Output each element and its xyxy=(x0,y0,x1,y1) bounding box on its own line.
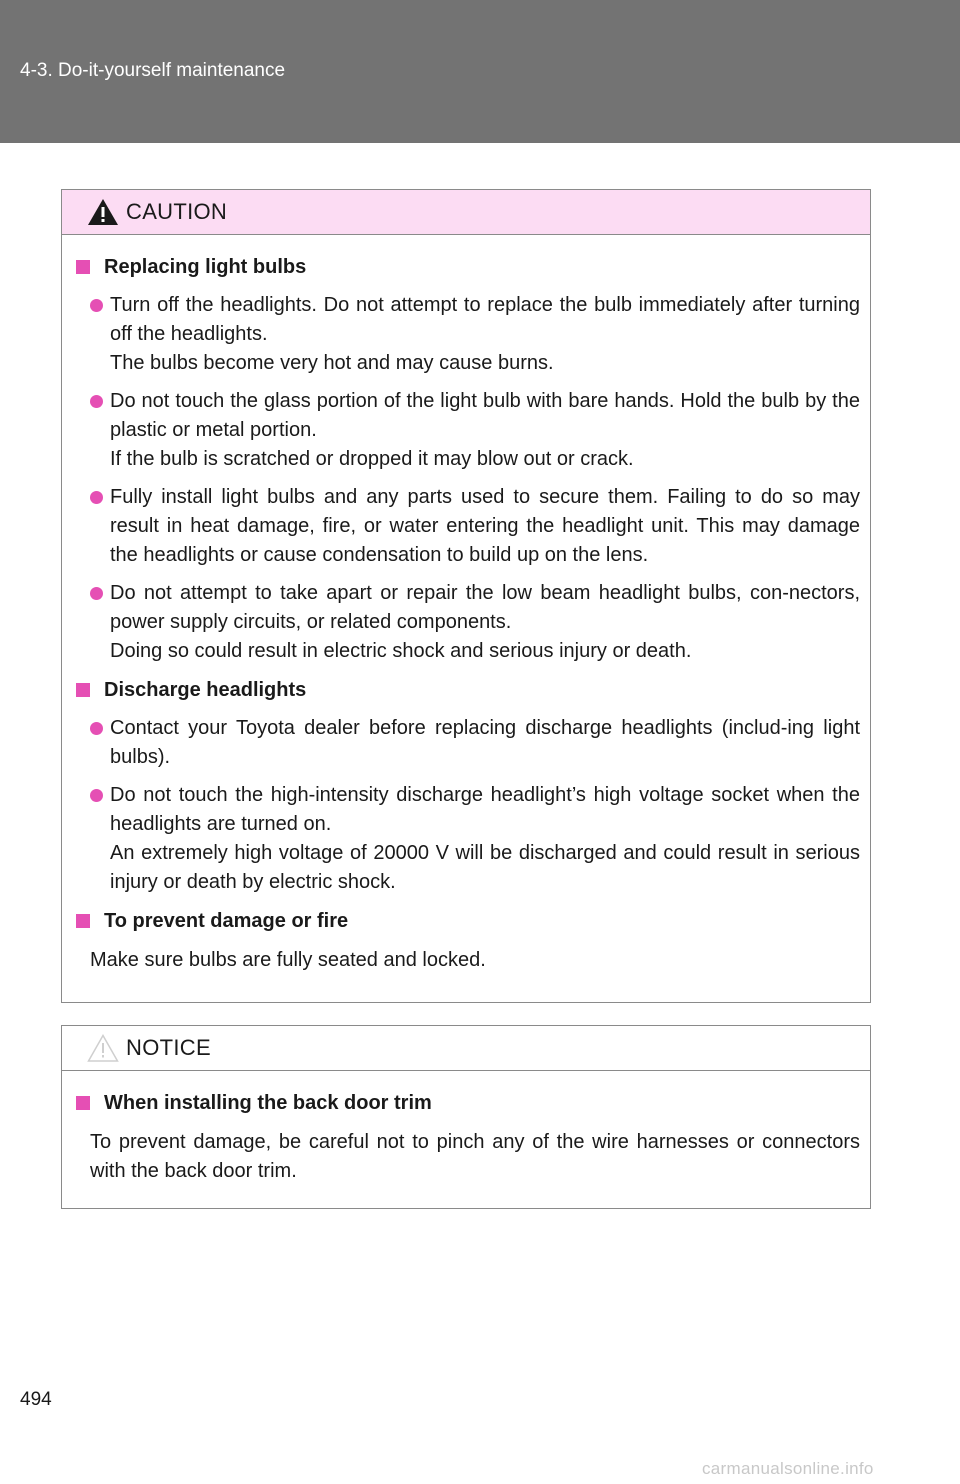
watermark: carmanualsonline.info xyxy=(702,1459,874,1478)
section-heading: Replacing light bulbs xyxy=(76,253,860,282)
caution-section xyxy=(76,253,860,666)
caution-box xyxy=(61,189,871,1003)
section-title: 4-3. Do-it-yourself maintenance xyxy=(20,60,286,81)
list-item: Contact your Toyota dealer before replacing discharge headlights (includ-ing light bulbs). xyxy=(76,714,860,772)
warning-icon xyxy=(87,198,119,226)
square-bullet-icon xyxy=(76,914,90,928)
list-item: Fully install light bulbs and any parts used to secure them. Failing to do so may result in heat damage, fire, or water entering the headlight unit. This may damage the headlights or cause condensation to build up on the lens. xyxy=(76,483,860,570)
circle-bullet-icon xyxy=(90,395,103,408)
section-heading: Discharge headlights xyxy=(76,676,860,705)
warning-outline-icon xyxy=(87,1034,119,1062)
circle-bullet-icon xyxy=(90,299,103,312)
caution-section xyxy=(76,907,860,975)
list-item: Do not attempt to take apart or repair the low beam headlight bulbs, con-nectors, power supply circuits, or related components. Doing so could result in electric shock and serious injury or death. xyxy=(76,579,860,666)
circle-bullet-icon xyxy=(90,587,103,600)
caution-header xyxy=(62,190,870,235)
circle-bullet-icon xyxy=(90,789,103,802)
circle-bullet-icon xyxy=(90,491,103,504)
page-header xyxy=(0,0,960,143)
square-bullet-icon xyxy=(76,260,90,274)
page-number: 494 xyxy=(20,1389,52,1410)
notice-box xyxy=(61,1025,871,1209)
notice-title: NOTICE xyxy=(126,1035,211,1060)
section-heading: When installing the back door trim xyxy=(76,1089,860,1118)
notice-body xyxy=(62,1071,870,1186)
notice-header xyxy=(62,1026,870,1071)
section-text: To prevent damage, be careful not to pinch any of the wire harnesses or connectors with the back door trim. xyxy=(90,1131,860,1182)
list-item: Do not touch the glass portion of the light bulb with bare hands. Hold the bulb by the plastic or metal portion. If the bulb is scratched or dropped it may blow out or crack. xyxy=(76,387,860,474)
list-item: Turn off the headlights. Do not attempt to replace the bulb immediately after turning off the headlights. The bulbs become very hot and may cause burns. xyxy=(76,291,860,378)
caution-title: CAUTION xyxy=(126,199,228,224)
section-text: Make sure bulbs are fully seated and locked. xyxy=(90,949,486,971)
caution-body xyxy=(62,235,870,975)
square-bullet-icon xyxy=(76,683,90,697)
circle-bullet-icon xyxy=(90,722,103,735)
list-item: Do not touch the high-intensity discharge headlight’s high voltage socket when the headlights are turned on. An extremely high voltage of 20000 V will be discharged and could result in serious injury or death by electric shock. xyxy=(76,781,860,897)
section-heading: To prevent damage or fire xyxy=(76,907,860,936)
caution-section xyxy=(76,676,860,897)
square-bullet-icon xyxy=(76,1096,90,1110)
